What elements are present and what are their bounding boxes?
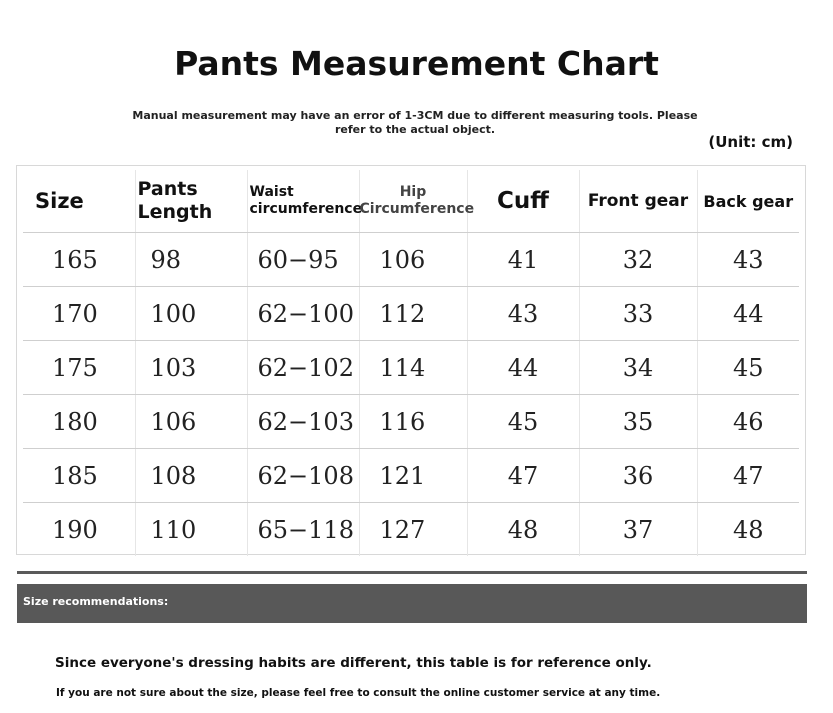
cell-back-gear: 43 [697,233,799,287]
cell-front-gear: 32 [579,233,697,287]
cell-pants-length: 98 [135,233,247,287]
header-back-gear: Back gear [697,170,799,233]
recommendations-header [17,584,807,623]
cell-hip: 121 [359,449,467,503]
unit-label: (Unit: cm) [708,133,793,151]
cell-hip: 114 [359,341,467,395]
table-row [23,395,799,449]
cell-size: 180 [23,395,135,449]
cell-waist: 62−103 [247,395,359,449]
cell-hip: 106 [359,233,467,287]
cell-cuff: 43 [467,287,579,341]
recommendation-reference-note: Since everyone's dressing habits are different, this table is for reference only. [55,655,652,671]
cell-cuff: 48 [467,503,579,557]
cell-back-gear: 44 [697,287,799,341]
table-row [23,287,799,341]
cell-pants-length: 110 [135,503,247,557]
cell-hip: 127 [359,503,467,557]
cell-front-gear: 36 [579,449,697,503]
page-title: Pants Measurement Chart [174,44,659,83]
cell-waist: 60−95 [247,233,359,287]
table-row [23,341,799,395]
header-waist: Waist circumference [247,170,359,233]
cell-cuff: 45 [467,395,579,449]
cell-cuff: 41 [467,233,579,287]
cell-back-gear: 48 [732,515,764,544]
cell-pants-length: 103 [135,341,247,395]
cell-waist: 62−108 [247,449,359,503]
cell-cuff: 44 [467,341,579,395]
cell-pants-length: 100 [135,287,247,341]
cell-pants-length: 106 [135,395,247,449]
measurement-table [23,170,799,556]
recommendations-heading: Size recommendations: [23,595,169,608]
cell-size: 175 [23,341,135,395]
cell-back-gear: 45 [697,341,799,395]
cell-waist: 62−102 [247,341,359,395]
cell-cuff: 47 [467,449,579,503]
cell-front-gear: 37 [579,503,697,557]
cell-pants-length: 108 [135,449,247,503]
header-hip: Hip Circumference [359,170,467,233]
cell-back-gear: 47 [697,449,799,503]
header-cuff: Cuff [467,170,579,233]
section-divider [17,571,807,574]
cell-waist: 65−118 [247,503,359,557]
header-size: Size [23,170,135,233]
cell-waist: 62−100 [247,287,359,341]
table-row [23,449,799,503]
cell-size: 190 [23,503,135,557]
cell-size: 170 [23,287,135,341]
table-row [23,503,799,557]
table-header-row [23,170,799,233]
cell-hip: 116 [359,395,467,449]
header-pants-length: Pants Length [135,170,247,233]
cell-back-gear: 46 [697,395,799,449]
cell-hip: 112 [359,287,467,341]
measurement-note: Manual measurement may have an error of 1-3CM due to different measuring tools. Please refer to the actual object. [132,109,698,136]
cell-size: 185 [23,449,135,503]
cell-front-gear: 33 [579,287,697,341]
cell-front-gear: 35 [579,395,697,449]
header-front-gear: Front gear [579,170,697,233]
recommendation-consult-note: If you are not sure about the size, please feel free to consult the online customer service at any time. [56,687,661,699]
cell-front-gear: 34 [579,341,697,395]
table-row [23,233,799,287]
cell-size: 165 [23,233,135,287]
